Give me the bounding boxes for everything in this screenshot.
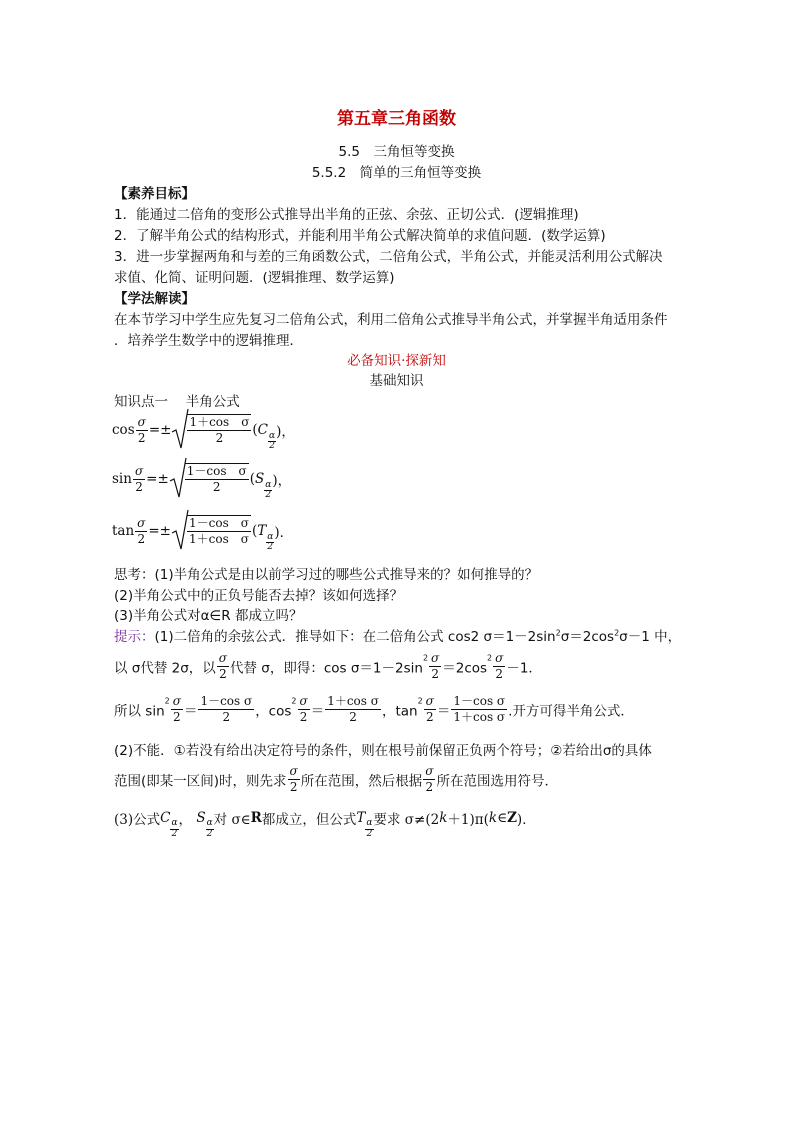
- radicand-fraction: $\frac{\text{1＋cos σ}}{2}$: [189, 415, 250, 445]
- hint-label: 提示：: [114, 629, 155, 645]
- hint-line-6: (3)公式C $\frac{\alpha}{2}$ ， S $\frac{\alpha}{2}$ 对 σ∈R都成立，但公式T $\frac{\alpha}{2}$ 要求 σ≠(2k＋1)π(k∈Z)．: [114, 810, 536, 839]
- goal-item: 求值、化简、证明问题．(逻辑推理、数学运算): [114, 270, 395, 286]
- alpha-over-2: $\frac{\alpha}{2}$: [206, 818, 213, 839]
- method-heading: 【学法解读】: [114, 291, 195, 307]
- sigma-over-2: $\frac{\sigma}{2}$: [431, 651, 440, 681]
- fraction: $\frac{\text{1－cos σ}}{2}$: [200, 694, 253, 724]
- section-title: 5.5 三角恒等变换: [338, 144, 455, 160]
- sigma-over-2: $\frac{\sigma}{2}$: [137, 515, 146, 546]
- alpha-over-2: $\frac{\alpha}{2}$: [269, 430, 276, 451]
- hint-line-1: 提示：(1)二倍角的余弦公式．推导如下：在二倍角公式 cos2 $\sigma=1-2\sin^2\sigma=2\cos^2\sigma-1$ 中，: [114, 628, 682, 645]
- fraction: $\frac{\text{1＋cos σ}}{2}$: [327, 694, 379, 724]
- equals-plus-minus: =±: [148, 523, 171, 539]
- hint-line-5: 范围(即某一区间)时，则先求 $\frac{\sigma}{2}$ 所在范围，然后根据 $\frac{\sigma}{2}$ 所在范围选用符号．: [114, 764, 558, 794]
- sigma-over-2: $\frac{\sigma}{2}$: [289, 764, 298, 794]
- alpha-over-2: $\frac{\alpha}{2}$: [267, 531, 274, 552]
- sigma-over-2: $\frac{\sigma}{2}$: [425, 694, 434, 724]
- method-line: ．培养学生数学中的逻辑推理．: [114, 333, 303, 349]
- sin-label: sin: [112, 471, 132, 487]
- tan-label: tan: [112, 523, 135, 539]
- sigma-over-2: $\frac{\sigma}{2}$: [172, 694, 181, 724]
- sigma-over-2: $\frac{\sigma}{2}$: [134, 463, 144, 494]
- sigma-over-2: $\frac{\sigma}{2}$: [299, 694, 308, 724]
- think-question: (2)半角公式中的正负号能否去掉？该如何选择？: [114, 588, 404, 604]
- cos-half-formula: cos $\frac{\sigma}{2}$ =± $\frac{\text{1＋cos σ}}{2}$ (C $\frac{\alpha}{2}$ )，: [112, 408, 295, 452]
- alpha-over-2: $\frac{\alpha}{2}$: [265, 479, 272, 500]
- goal-item: 2．了解半角公式的结构形式，并能利用半角公式解决简单的求值问题．(数学运算): [114, 228, 606, 244]
- sigma-over-2: $\frac{\sigma}{2}$: [495, 651, 504, 681]
- cos-label: cos: [112, 422, 135, 438]
- sigma-over-2: $\frac{\sigma}{2}$: [137, 414, 146, 445]
- sigma-over-2: $\frac{\sigma}{2}$: [218, 651, 227, 681]
- alpha-over-2: $\frac{\alpha}{2}$: [366, 818, 373, 839]
- equals-plus-minus: =±: [148, 422, 172, 438]
- alpha-over-2: $\frac{\alpha}{2}$: [171, 818, 178, 839]
- method-line: 在本节学习中学生应先复习二倍角公式，利用二倍角公式推导半角公式，并掌握半角适用条件: [114, 312, 668, 328]
- think-question: (3)半角公式对α∈R 都成立吗？: [114, 608, 303, 624]
- goals-heading: 【素养目标】: [114, 186, 195, 202]
- think-question: 思考：(1)半角公式是由以前学习过的哪些公式推导来的？如何推导的？: [114, 567, 539, 583]
- basic-knowledge-heading: 基础知识: [369, 373, 424, 389]
- goal-item: 3．进一步掌握两角和与差的三角函数公式，二倍角公式，半角公式，并能灵活利用公式解决: [114, 249, 663, 265]
- goal-item: 1．能通过二倍角的变形公式推导出半角的正弦、余弦、正切公式．(逻辑推理): [114, 207, 579, 223]
- subsection-title: 5.5.2 简单的三角恒等变换: [311, 165, 482, 181]
- hint-line-4: (2)不能．①若没有给出决定符号的条件，则在根号前保留正负两个符号；②若给出σ的具体: [114, 743, 652, 759]
- knowledge-point-title: 知识点一 半角公式: [114, 394, 240, 410]
- sigma-over-2: $\frac{\sigma}{2}$: [425, 764, 434, 794]
- radicand-fraction: $\frac{\text{1－cos σ}}{2}$: [186, 464, 247, 494]
- radicand-fraction: $\frac{\text{1－cos σ}}{\text{1＋cos σ}}$: [189, 516, 249, 546]
- sin-half-formula: sin $\frac{\sigma}{2}$ =± $\frac{\text{1－cos σ}}{2}$ (S $\frac{\alpha}{2}$ )，: [112, 457, 291, 501]
- fraction: $\frac{\text{1－cos σ}}{\text{1＋cos σ}}$: [453, 694, 506, 724]
- equals-plus-minus: =±: [146, 471, 169, 487]
- tan-half-formula: tan $\frac{\sigma}{2}$ =± $\frac{\text{1－cos σ}}{\text{1＋cos σ}}$ (T $\frac{\alpha}{2}$ )．: [112, 509, 293, 553]
- chapter-title: 第五章三角函数: [337, 109, 456, 129]
- hint-line-3: 所以 $\sin^2$ $\frac{\sigma}{2}$ ＝ $\frac{\text{1－cos σ}}{2}$ ，$\cos^2$ $\frac{\sigma}{2}$ ＝ $\frac{\text{1＋cos σ}}{2}$ ，$\tan^2$ $\frac{\sigma}{2}$ ＝ $\frac{\text{1－cos σ}}{\text{1＋cos σ}}$ .开方可得半角公式．: [114, 694, 634, 724]
- hint-line-2: 以 σ代替 2σ，以 $\frac{\sigma}{2}$ 代替 σ，即得：$\cos \sigma=1-2\sin^2$ $\frac{\sigma}{2}$ $=2\cos^2$ $\frac{\sigma}{2}$ －1．: [114, 651, 542, 681]
- knowledge-heading: 必备知识·探新知: [347, 353, 446, 369]
